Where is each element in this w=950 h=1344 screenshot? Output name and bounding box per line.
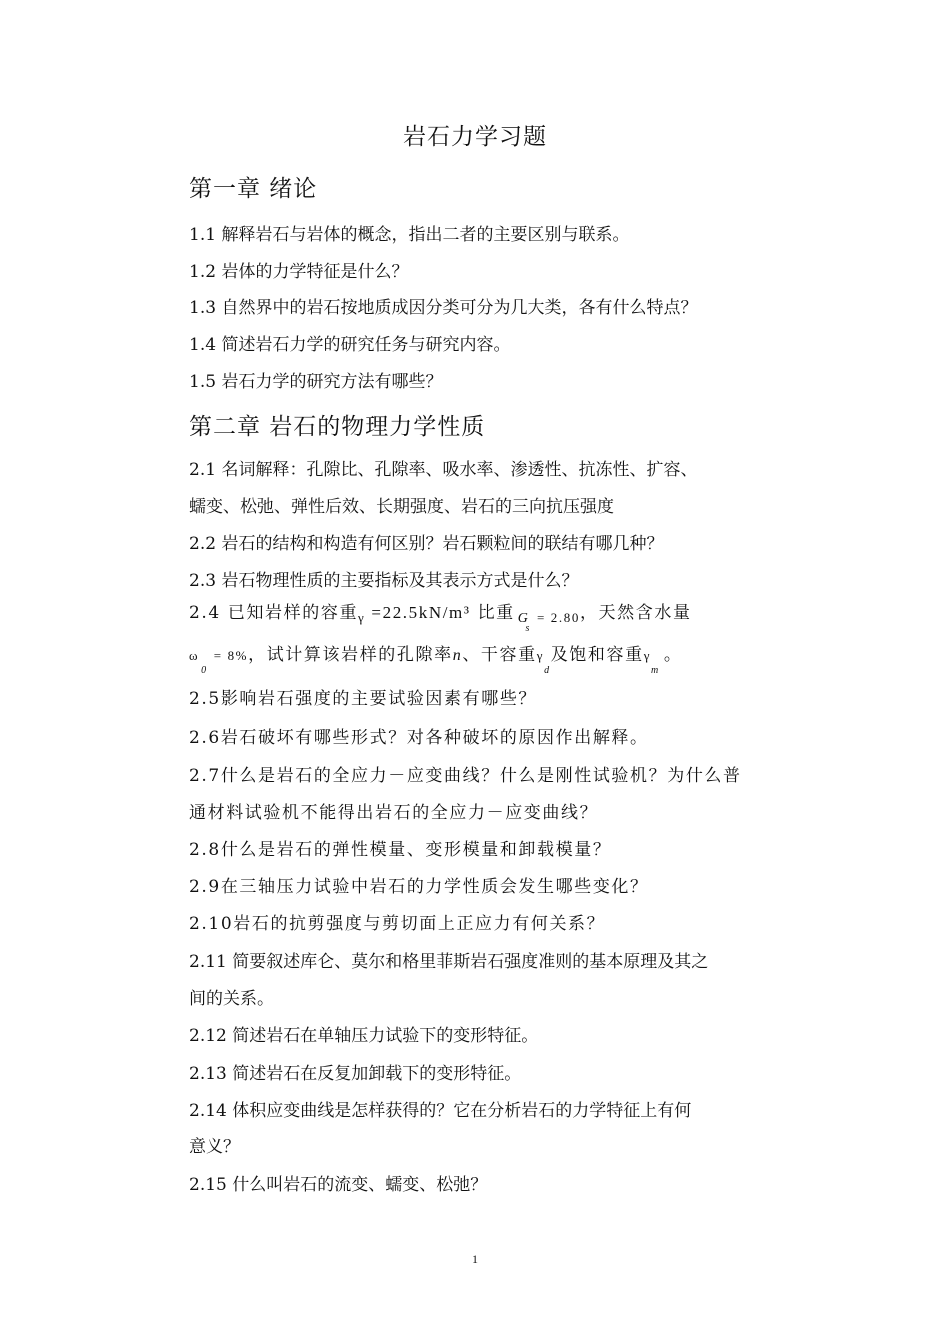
question-2-10: 2.10岩石的抗剪强度与剪切面上正应力有何关系？ — [189, 914, 606, 934]
question-2-11-line1: 2.11 简要叙述库仑、莫尔和格里菲斯岩石强度准则的基本原理及其之 — [189, 952, 709, 972]
question-2-11-line2: 间的关系。 — [189, 989, 274, 1009]
question-1-5: 1.5 岩石力学的研究方法有哪些？ — [189, 372, 443, 392]
question-2-15: 2.15 什么叫岩石的流变、蠕变、松弛？ — [189, 1175, 488, 1195]
question-2-4-prefix: 2.4 已知岩样的容重 — [189, 603, 359, 623]
question-2-4-mid: 比重 — [470, 603, 515, 623]
question-2-7-line2: 通材料试验机不能得出岩石的全应力－应变曲线？ — [189, 803, 599, 823]
gamma-value: =22.5kN/m³ — [371, 603, 471, 622]
gamma-d-symbol: γ — [536, 648, 545, 663]
gs-value: = 2.80 — [537, 610, 580, 625]
question-1-1: 1.1 解释岩石与岩体的概念，指出二者的主要区别与联系。 — [189, 225, 630, 245]
question-2-1-line1: 2.1 名词解释：孔隙比、孔隙率、吸水率、渗透性、抗冻性、扩容、 — [189, 460, 698, 480]
page-number: 1 — [472, 1252, 478, 1266]
question-2-3: 2.3 岩石物理性质的主要指标及其表示方式是什么？ — [189, 571, 579, 591]
question-2-13: 2.13 简述岩石在反复加卸载下的变形特征。 — [189, 1064, 522, 1084]
n-symbol: n — [452, 647, 463, 664]
gamma-symbol: γ — [358, 610, 366, 625]
chapter-2-heading: 第二章 岩石的物理力学性质 — [189, 414, 486, 440]
question-2-5: 2.5影响岩石强度的主要试验因素有哪些？ — [189, 689, 538, 709]
question-2-1-line2: 蠕变、松弛、弹性后效、长期强度、岩石的三向抗压强度 — [189, 497, 614, 517]
question-2-7-line1: 2.7什么是岩石的全应力－应变曲线？什么是刚性试验机？为什么普 — [189, 766, 742, 786]
question-2-2: 2.2 岩石的结构和构造有何区别？岩石颗粒间的联结有哪几种？ — [189, 534, 664, 554]
question-2-12: 2.12 简述岩石在单轴压力试验下的变形特征。 — [189, 1026, 539, 1046]
question-2-4-suffix: ，天然含水量 — [579, 603, 692, 623]
gs-subscript: s — [525, 623, 532, 634]
question-1-4: 1.4 简述岩石力学的研究任务与研究内容。 — [189, 335, 511, 355]
question-1-2: 1.2 岩体的力学特征是什么？ — [189, 262, 409, 282]
gs-symbol: G — [517, 611, 530, 626]
question-2-14-line1: 2.14 体积应变曲线是怎样获得的？它在分析岩石的力学特征上有何 — [189, 1101, 692, 1121]
question-2-4-line2 — [189, 645, 683, 676]
gamma-m-subscript: m — [651, 665, 660, 676]
gamma-m-symbol: γ — [643, 648, 652, 663]
omega-value: = 8% — [213, 648, 249, 663]
question-2-14-line2: 意义？ — [189, 1137, 240, 1157]
question-2-4-line2-text: ，试计算该岩样的孔隙率 — [248, 645, 453, 665]
document-title: 岩石力学习题 — [403, 124, 547, 150]
question-2-9: 2.9在三轴压力试验中岩石的力学性质会发生哪些变化？ — [189, 877, 649, 897]
chapter-1-heading: 第一章 绪论 — [189, 176, 318, 202]
question-2-4-close: 。 — [663, 645, 683, 665]
omega-symbol: ω — [189, 648, 200, 663]
question-2-8: 2.8什么是岩石的弹性模量、变形模量和卸载模量？ — [189, 840, 612, 860]
question-2-4-line2-mid: 、干容重 — [462, 645, 537, 665]
question-1-3: 1.3 自然界中的岩石按地质成因分类可分为几大类，各有什么特点？ — [189, 298, 698, 318]
question-2-6: 2.6岩石破坏有哪些形式？对各种破坏的原因作出解释。 — [189, 728, 649, 748]
gamma-d-subscript: d — [544, 665, 551, 676]
question-2-4-line2-end: 及饱和容重 — [550, 645, 644, 665]
question-2-4-line1 — [189, 603, 692, 634]
omega-subscript: 0 — [201, 665, 208, 676]
